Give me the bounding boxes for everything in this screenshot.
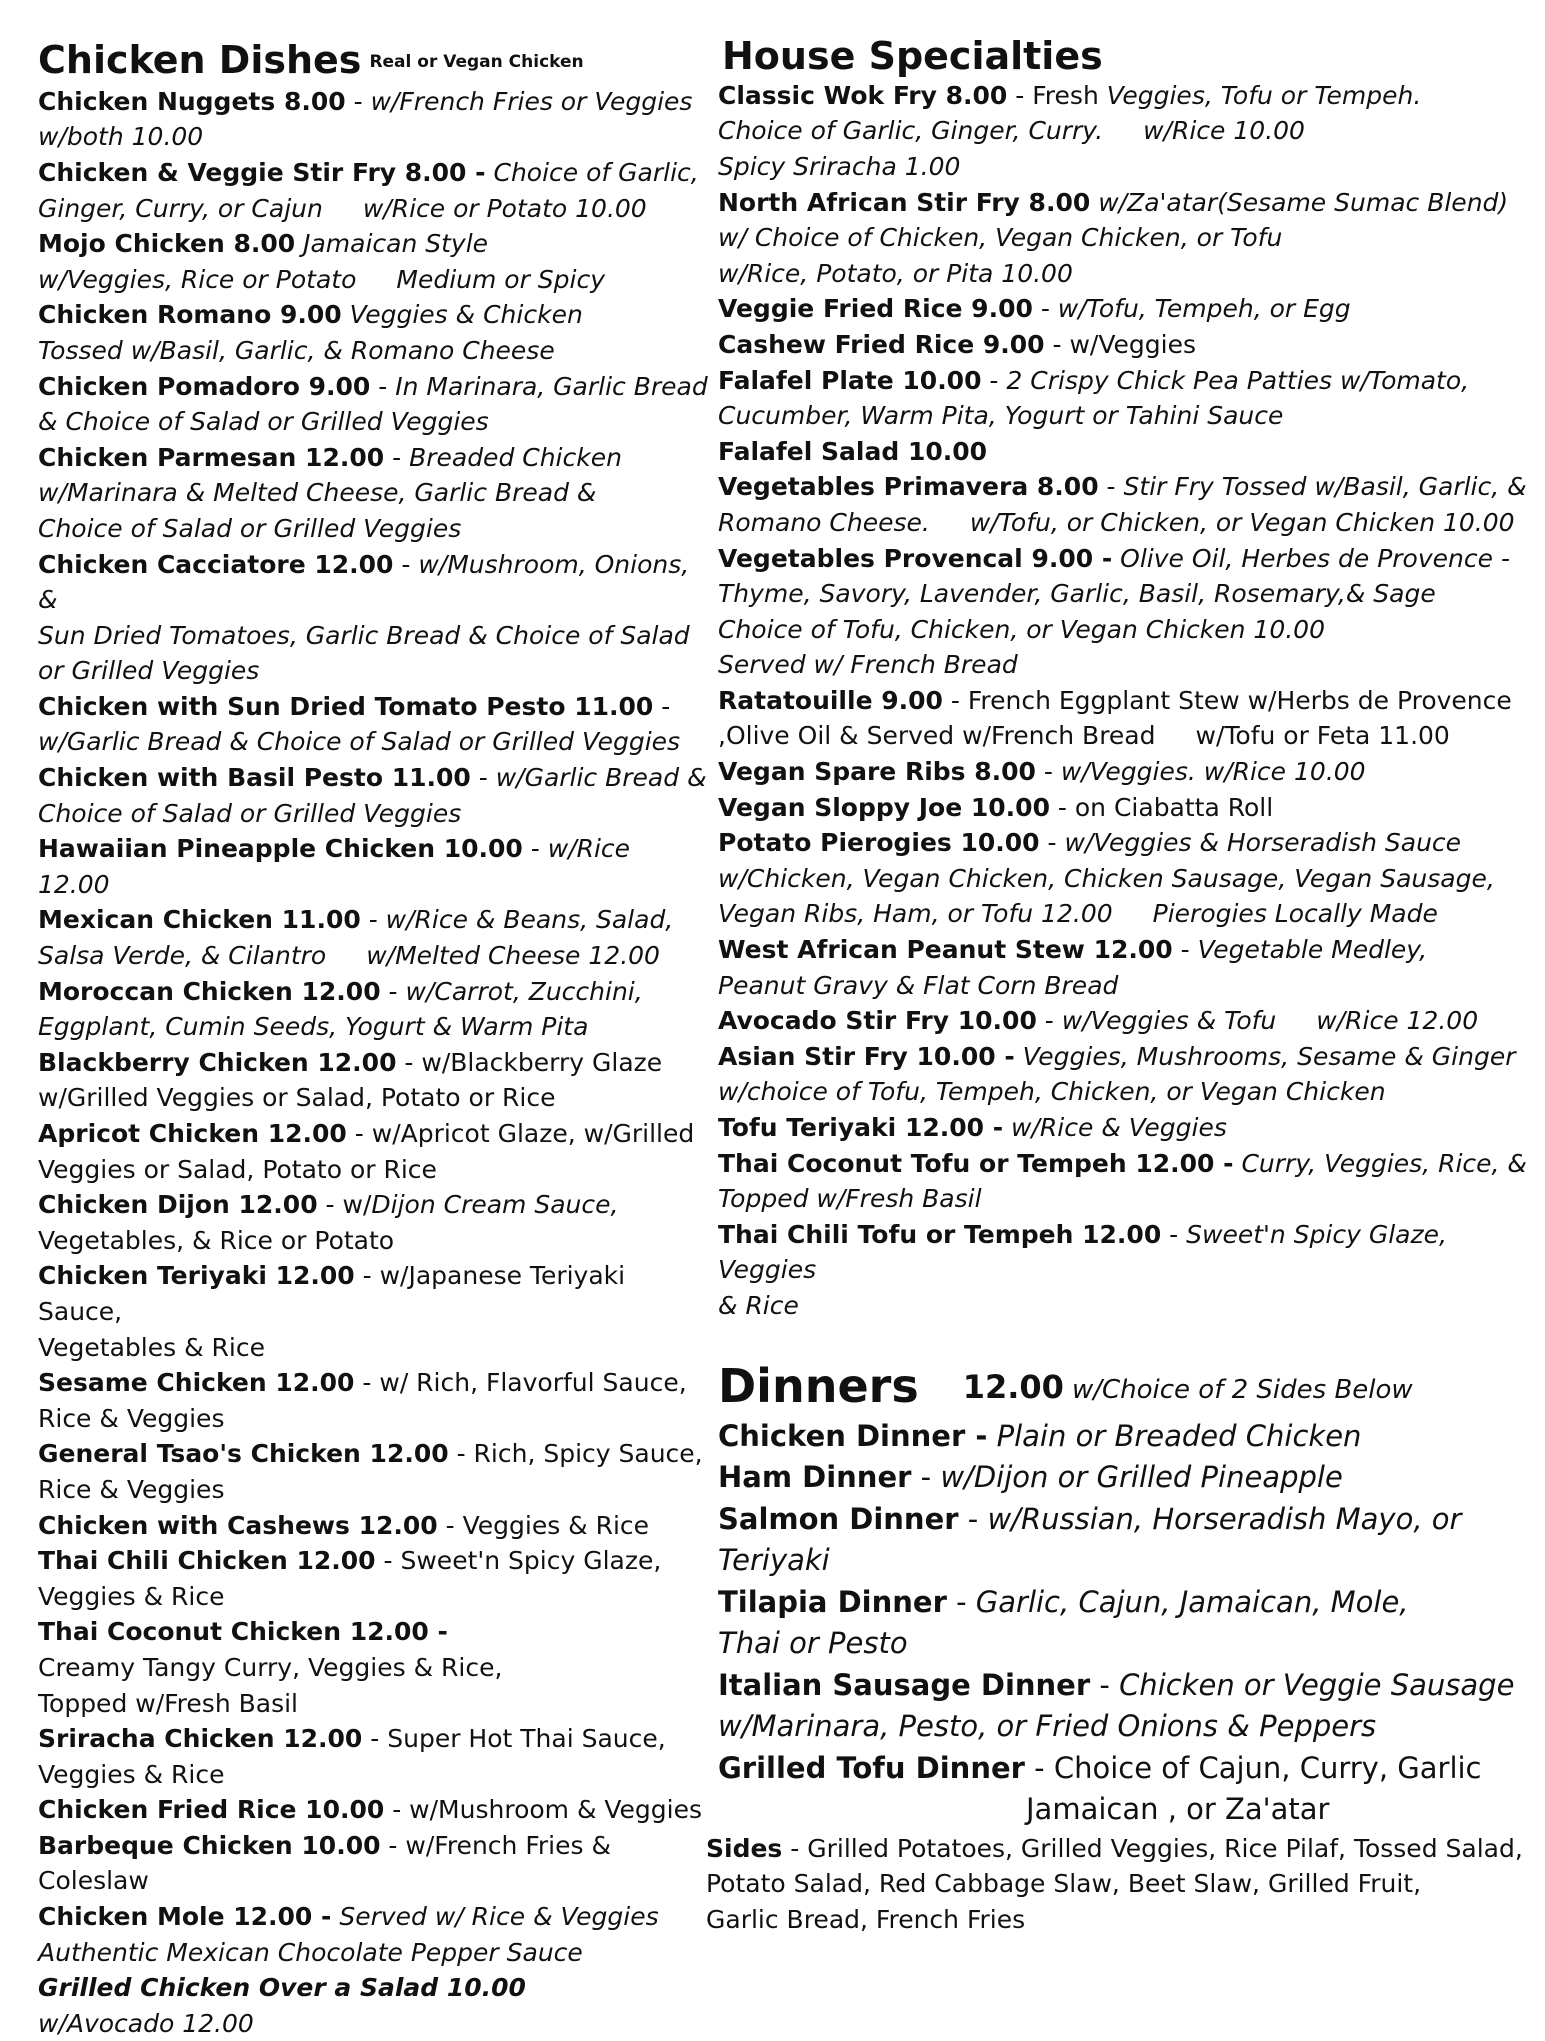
item-text: Vegan Ribs, Ham, or Tofu 12.00 bbox=[718, 899, 1113, 929]
item-name: Salmon Dinner bbox=[718, 1501, 959, 1536]
item-text: Romano Cheese. bbox=[718, 507, 930, 537]
menu-item-line bbox=[38, 1116, 708, 1152]
item-text: Pierogies Locally Made bbox=[1152, 899, 1438, 929]
menu-item-line bbox=[38, 1970, 708, 2006]
item-text: - French Eggplant Stew w/Herbs de Provence bbox=[942, 685, 1512, 715]
item-description: 2 Crispy Chick Pea Patties w/Tomato, bbox=[1006, 365, 1470, 395]
item-name: Grilled Chicken Over a Salad 10.00 bbox=[38, 1973, 526, 2003]
item-text: w/Rice 10.00 bbox=[1143, 116, 1305, 146]
item-name: Sriracha Chicken 12.00 bbox=[38, 1724, 363, 1754]
item-separator: - bbox=[653, 691, 671, 721]
menu-item-line: w/choice of Tofu, Tempeh, Chicken, or Vegan Chicken bbox=[718, 1077, 1386, 1107]
item-text: w/Tofu or Feta 11.00 bbox=[1195, 721, 1450, 751]
item-name: Blackberry Chicken 12.00 bbox=[38, 1047, 397, 1077]
item-description: w/Tofu, Tempeh, or Egg bbox=[1057, 294, 1351, 324]
item-text: - w/ bbox=[317, 1190, 372, 1220]
menu-item-line bbox=[718, 363, 1538, 399]
menu-item bbox=[38, 547, 708, 689]
menu-item-line: Sun Dried Tomatoes, Garlic Bread & Choice of Salad bbox=[38, 620, 690, 650]
chicken-items-list bbox=[38, 84, 708, 2041]
item-name: Chicken with Cashews 12.00 bbox=[38, 1510, 438, 1540]
menu-item-line bbox=[718, 113, 1538, 149]
item-separator: - bbox=[370, 371, 396, 401]
item-separator: - bbox=[946, 1584, 976, 1619]
menu-item-line bbox=[718, 1665, 1538, 1707]
menu-item bbox=[38, 226, 708, 297]
item-name: Apricot Chicken 12.00 bbox=[38, 1119, 347, 1149]
menu-item-line: & Rice bbox=[718, 1290, 799, 1320]
menu-item-line bbox=[38, 155, 708, 191]
menu-item-line: Authentic Mexican Chocolate Pepper Sauce bbox=[38, 1937, 583, 1967]
chicken-dishes-section bbox=[38, 40, 708, 2041]
item-description: Choice of Garlic, bbox=[485, 157, 699, 187]
item-name: Chicken Dinner - bbox=[718, 1418, 988, 1453]
menu-item-line: Rice & Veggies bbox=[38, 1403, 225, 1433]
section-title: Dinners bbox=[718, 1358, 919, 1413]
menu-item-line: Creamy Tangy Curry, Veggies & Rice, bbox=[38, 1652, 503, 1682]
menu-item-line bbox=[38, 191, 708, 227]
item-name: Chicken Nuggets 8.00 bbox=[38, 86, 346, 116]
item-text: Medium or Spicy bbox=[396, 264, 606, 294]
item-name: North African Stir Fry 8.00 bbox=[718, 187, 1091, 217]
menu-item bbox=[38, 1045, 708, 1116]
item-description: Curry, Veggies, Rice, & bbox=[1233, 1148, 1527, 1178]
menu-item-line bbox=[718, 1416, 1538, 1458]
item-separator: - bbox=[1035, 757, 1061, 787]
menu-item-line bbox=[38, 440, 708, 476]
menu-item bbox=[38, 760, 708, 831]
item-name: Avocado Stir Fry 10.00 bbox=[718, 1006, 1037, 1036]
item-description: w/Rice 12.00 bbox=[1316, 1006, 1479, 1036]
menu-item-line: Eggplant, Cumin Seeds, Yogurt & Warm Pita bbox=[38, 1012, 589, 1042]
item-description: Stir Fry Tossed w/Basil, Garlic, & bbox=[1123, 472, 1527, 502]
item-name: Asian Stir Fry 10.00 - bbox=[718, 1041, 1015, 1071]
sides-line: Garlic Bread, French Fries bbox=[706, 1904, 1026, 1934]
item-separator: - bbox=[1036, 1006, 1062, 1036]
dinners-heading bbox=[718, 1360, 1538, 1416]
menu-item bbox=[718, 363, 1538, 434]
item-name: Chicken Dijon 12.00 bbox=[38, 1190, 318, 1220]
item-description: w/Rice & Beans, Salad, bbox=[385, 905, 674, 935]
menu-item-line: Jamaican , or Za'atar bbox=[1026, 1792, 1330, 1827]
item-text: - w/ Rich, Flavorful Sauce, bbox=[354, 1368, 687, 1398]
menu-item-line: w/Chicken, Vegan Chicken, Chicken Sausage, Vegan Sausage, bbox=[718, 863, 1495, 893]
menu-item-line bbox=[718, 896, 1538, 932]
section-subtitle: Real or Vegan Chicken bbox=[369, 52, 584, 72]
item-text: - Choice of Cajun, Curry, Garlic bbox=[1024, 1750, 1482, 1785]
menu-item-line bbox=[718, 78, 1538, 114]
menu-item-line bbox=[38, 1045, 708, 1081]
menu-item bbox=[718, 1217, 1538, 1324]
item-description: Plain or Breaded Chicken bbox=[987, 1418, 1362, 1453]
menu-item bbox=[38, 902, 708, 973]
menu-item-line bbox=[38, 689, 708, 725]
item-name: Ratatouille 9.00 bbox=[718, 685, 943, 715]
item-description: w/Garlic Bread & bbox=[495, 763, 707, 793]
item-separator: - bbox=[1161, 1219, 1187, 1249]
menu-item-line bbox=[718, 1748, 1538, 1790]
menu-item-line bbox=[718, 291, 1538, 327]
menu-item-line bbox=[38, 1614, 708, 1650]
menu-item bbox=[718, 1003, 1538, 1039]
menu-item-line: Choice of Salad or Grilled Veggies bbox=[38, 513, 462, 543]
item-separator: - bbox=[981, 365, 1007, 395]
menu-item bbox=[38, 689, 708, 760]
item-description: Dijon Cream Sauce, bbox=[371, 1190, 619, 1220]
menu-item-line bbox=[718, 1582, 1538, 1624]
menu-item-line: w/Garlic Bread & Choice of Salad or Grilled Veggies bbox=[38, 727, 681, 757]
item-name: Mojo Chicken 8.00 bbox=[38, 229, 296, 259]
item-description: w/French Fries or Veggies bbox=[370, 86, 693, 116]
item-description: Jamaican Style bbox=[295, 229, 489, 259]
item-description: Veggies & Chicken bbox=[341, 300, 583, 330]
menu-item bbox=[38, 1258, 708, 1365]
item-name: West African Peanut Stew 12.00 bbox=[718, 935, 1173, 965]
menu-item bbox=[38, 84, 708, 155]
menu-item bbox=[718, 291, 1538, 327]
menu-item bbox=[718, 1499, 1538, 1582]
item-text: Ginger, Curry, or Cajun bbox=[38, 193, 323, 223]
menu-item bbox=[718, 1039, 1538, 1110]
item-separator: - bbox=[345, 86, 371, 116]
item-description: Breaded Chicken bbox=[409, 442, 622, 472]
item-text: - Fresh bbox=[1007, 80, 1107, 110]
item-name: Barbeque Chicken 10.00 bbox=[38, 1830, 381, 1860]
menu-item-line: Thai or Pesto bbox=[718, 1626, 908, 1661]
item-separator: - bbox=[1172, 935, 1198, 965]
item-name: Chicken Romano 9.00 bbox=[38, 300, 342, 330]
menu-item-line bbox=[38, 1543, 708, 1579]
menu-item-line: w/Rice, Potato, or Pita 10.00 bbox=[718, 258, 1073, 288]
menu-item bbox=[718, 185, 1538, 292]
item-name: Vegetables Provencal 9.00 - bbox=[718, 543, 1113, 573]
menu-item-line bbox=[718, 1217, 1538, 1288]
menu-item-line bbox=[38, 1792, 708, 1828]
item-description: w/Za'atar(Sesame Sumac Blend) bbox=[1090, 187, 1509, 217]
dinners-price: 12.00 bbox=[962, 1367, 1064, 1406]
menu-item-line: Tossed w/Basil, Garlic, & Romano Cheese bbox=[38, 335, 555, 365]
menu-item-line bbox=[38, 760, 708, 796]
menu-item-line bbox=[38, 1899, 708, 1935]
menu-item bbox=[718, 1146, 1538, 1217]
menu-item-line bbox=[718, 1146, 1538, 1182]
menu-item bbox=[38, 1508, 708, 1544]
item-text: - w/French Fries & bbox=[380, 1830, 611, 1860]
item-description: Chicken or Veggie Sausage bbox=[1119, 1667, 1515, 1702]
item-name: Potato Pierogies 10.00 bbox=[718, 828, 1040, 858]
item-text: w/Veggies, Rice or Potato bbox=[38, 264, 357, 294]
item-separator: - bbox=[393, 549, 419, 579]
section-title: Chicken Dishes bbox=[38, 38, 362, 82]
menu-item bbox=[718, 1457, 1538, 1499]
item-description: Sweet'n Spicy Glaze, Veggies bbox=[718, 1219, 1447, 1285]
item-name: Falafel Salad 10.00 bbox=[718, 436, 988, 466]
item-name: General Tsao's Chicken 12.00 bbox=[38, 1439, 449, 1469]
menu-item bbox=[718, 1416, 1538, 1458]
house-specialties-heading: House Specialties bbox=[722, 34, 1103, 78]
item-separator: - bbox=[1098, 472, 1124, 502]
item-name: Chicken with Sun Dried Tomato Pesto 11.00 bbox=[38, 691, 654, 721]
item-separator: - bbox=[380, 976, 406, 1006]
menu-item-line bbox=[718, 469, 1538, 505]
item-description: Veggies, Tofu or Tempeh. bbox=[1106, 80, 1422, 110]
item-text: - w/Mushroom & Veggies bbox=[384, 1795, 703, 1825]
menu-item bbox=[38, 1721, 708, 1792]
item-text: - w/Blackberry Glaze bbox=[396, 1047, 663, 1077]
item-description: w/Veggies. w/Rice 10.00 bbox=[1060, 757, 1366, 787]
menu-item bbox=[718, 434, 1538, 470]
item-name: Tofu Teriyaki 12.00 - bbox=[718, 1113, 1004, 1143]
item-description: w/Carrot, Zucchini, bbox=[405, 976, 643, 1006]
item-text: w/Melted Cheese 12.00 bbox=[366, 941, 660, 971]
dinners-note: w/Choice of 2 Sides Below bbox=[1071, 1374, 1413, 1405]
menu-item-line bbox=[38, 1436, 708, 1472]
menu-item-line bbox=[38, 831, 708, 902]
item-separator: - bbox=[958, 1501, 988, 1536]
menu-item-line bbox=[718, 754, 1538, 790]
menu-item-line bbox=[38, 1258, 708, 1329]
menu-item bbox=[718, 754, 1538, 790]
menu-item-line: Teriyaki bbox=[718, 1543, 830, 1578]
menu-item-line bbox=[718, 1110, 1538, 1146]
item-name: Mexican Chicken 11.00 bbox=[38, 905, 361, 935]
menu-item bbox=[718, 469, 1538, 540]
item-name: Cashew Fried Rice 9.00 bbox=[718, 329, 1045, 359]
menu-item bbox=[38, 1614, 708, 1721]
item-description: Garlic, Cajun, Jamaican, Mole, bbox=[975, 1584, 1409, 1619]
item-separator: - bbox=[1032, 294, 1058, 324]
item-separator: - bbox=[1090, 1667, 1120, 1702]
menu-item-line: Rice & Veggies bbox=[38, 1474, 225, 1504]
item-description: Olive Oil, Herbes de Provence - bbox=[1112, 543, 1510, 573]
menu-item-line bbox=[718, 327, 1538, 363]
item-name: Vegan Spare Ribs 8.00 bbox=[718, 757, 1036, 787]
menu-item bbox=[38, 1899, 708, 1970]
menu-item-line bbox=[38, 262, 708, 298]
menu-item-line bbox=[718, 790, 1538, 826]
item-separator: - bbox=[470, 763, 496, 793]
right-column bbox=[706, 34, 1538, 1937]
menu-item-line: w/Grilled Veggies or Salad, Potato or Rice bbox=[38, 1083, 556, 1113]
menu-item-line bbox=[38, 1187, 708, 1223]
menu-item bbox=[718, 1748, 1538, 1831]
menu-item bbox=[718, 683, 1538, 754]
menu-item-line: Spicy Sriracha 1.00 bbox=[718, 151, 961, 181]
menu-item bbox=[38, 1792, 708, 1828]
menu-item-line bbox=[718, 1457, 1538, 1499]
menu-item bbox=[718, 825, 1538, 932]
item-description: Vegetable Medley, bbox=[1197, 935, 1428, 965]
item-name: Sesame Chicken 12.00 bbox=[38, 1368, 355, 1398]
menu-item-line: Thyme, Savory, Lavender, Garlic, Basil, Rosemary,& Sage bbox=[718, 579, 1436, 609]
menu-item-line bbox=[38, 1828, 708, 1864]
item-name: Thai Coconut Chicken 12.00 - bbox=[38, 1617, 448, 1647]
sides-line: - Grilled Potatoes, Grilled Veggies, Rice Pilaf, Tossed Salad, bbox=[782, 1833, 1523, 1863]
item-name: Vegetables Primavera 8.00 bbox=[718, 472, 1099, 502]
menu-item bbox=[38, 1436, 708, 1507]
item-name: Chicken with Basil Pesto 11.00 bbox=[38, 763, 471, 793]
item-text: - Sweet'n Spicy Glaze, bbox=[375, 1546, 662, 1576]
menu-item bbox=[718, 78, 1538, 185]
menu-item bbox=[38, 1187, 708, 1258]
menu-item-line bbox=[38, 369, 708, 405]
menu-item-line bbox=[38, 547, 708, 618]
menu-item bbox=[38, 1828, 708, 1899]
menu-item bbox=[38, 440, 708, 547]
item-name: Thai Chili Chicken 12.00 bbox=[38, 1546, 376, 1576]
menu-item bbox=[718, 1110, 1538, 1146]
menu-item bbox=[38, 369, 708, 440]
menu-item-line bbox=[38, 1365, 708, 1401]
item-description: w/Rice & Veggies bbox=[1003, 1113, 1227, 1143]
menu-item-line: w/Marinara, Pesto, or Fried Onions & Peppers bbox=[718, 1709, 1377, 1744]
item-name: Classic Wok Fry 8.00 bbox=[718, 80, 1008, 110]
menu-item-line: & Choice of Salad or Grilled Veggies bbox=[38, 407, 489, 437]
item-description: w/Dijon or Grilled Pineapple bbox=[940, 1460, 1343, 1495]
item-text: Salsa Verde, & Cilantro bbox=[38, 941, 327, 971]
menu-item-line: Veggies or Salad, Potato or Rice bbox=[38, 1154, 437, 1184]
menu-item-line: Topped w/Fresh Basil bbox=[38, 1688, 298, 1718]
menu-item-line bbox=[38, 226, 708, 262]
menu-item bbox=[718, 327, 1538, 363]
item-name: Chicken Mole 12.00 - bbox=[38, 1902, 332, 1932]
item-name: Hawaiian Pineapple Chicken 10.00 bbox=[38, 834, 523, 864]
menu-item bbox=[38, 1970, 708, 2041]
item-name: Chicken & Veggie Stir Fry 8.00 - bbox=[38, 157, 486, 187]
item-description: Served w/ Rice & Veggies bbox=[331, 1902, 659, 1932]
menu-item-line bbox=[718, 825, 1538, 861]
item-description: In Marinara, Garlic Bread bbox=[395, 371, 708, 401]
menu-item-line: Coleslaw bbox=[38, 1866, 149, 1896]
menu-item-line: w/Marinara & Melted Cheese, Garlic Bread & bbox=[38, 478, 597, 508]
item-text: Choice of Garlic, Ginger, Curry. bbox=[718, 116, 1104, 146]
item-separator: - bbox=[911, 1460, 941, 1495]
menu-item bbox=[38, 297, 708, 368]
menu-item-line: w/Avocado 12.00 bbox=[38, 2008, 254, 2038]
item-text: w/Rice or Potato 10.00 bbox=[362, 193, 647, 223]
sides-line: Potato Salad, Red Cabbage Slaw, Beet Slaw, Grilled Fruit, bbox=[706, 1869, 1422, 1899]
item-text: - w/Japanese Teriyaki Sauce, bbox=[38, 1261, 626, 1326]
menu-item-line bbox=[38, 902, 708, 938]
menu-item-line bbox=[718, 434, 1538, 470]
item-text: - w/Apricot Glaze, w/Grilled bbox=[346, 1119, 695, 1149]
menu-item bbox=[38, 1116, 708, 1187]
item-description: w/Mushroom, Onions, & bbox=[38, 549, 690, 615]
item-name: Chicken Parmesan 12.00 bbox=[38, 442, 385, 472]
menu-item-line bbox=[718, 718, 1538, 754]
menu-item-line: Peanut Gravy & Flat Corn Bread bbox=[718, 970, 1119, 1000]
item-description: w/Russian, Horseradish Mayo, or bbox=[987, 1501, 1462, 1536]
menu-item-line bbox=[38, 1721, 708, 1757]
menu-item-line: w/both 10.00 bbox=[38, 122, 204, 152]
item-text: - Veggies & Rice bbox=[437, 1510, 650, 1540]
item-name: Vegan Sloppy Joe 10.00 bbox=[718, 792, 1050, 822]
menu-item bbox=[38, 1365, 708, 1436]
menu-item-line: or Grilled Veggies bbox=[38, 656, 260, 686]
item-text: - Rich, Spicy Sauce, bbox=[448, 1439, 703, 1469]
menu-item-line bbox=[718, 932, 1538, 968]
item-separator: - bbox=[522, 834, 548, 864]
menu-item-line bbox=[38, 1508, 708, 1544]
item-name: Thai Chili Tofu or Tempeh 12.00 bbox=[718, 1219, 1162, 1249]
item-separator: - bbox=[384, 442, 410, 472]
item-description: w/Rice 12.00 bbox=[38, 834, 631, 899]
item-text: - w/Veggies bbox=[1044, 329, 1196, 359]
item-name: Chicken Cacciatore 12.00 bbox=[38, 549, 394, 579]
item-separator: - bbox=[360, 905, 386, 935]
item-text: - Super Hot Thai Sauce, bbox=[362, 1724, 666, 1754]
menu-item bbox=[38, 831, 708, 902]
menu-item-line: Served w/ French Bread bbox=[718, 650, 1018, 680]
menu-item-line bbox=[718, 185, 1538, 221]
menu-item-line bbox=[718, 505, 1538, 541]
house-items-list bbox=[718, 78, 1538, 1324]
sides-block bbox=[706, 1831, 1538, 1938]
item-name: Italian Sausage Dinner bbox=[718, 1667, 1091, 1702]
menu-item-line: Veggies & Rice bbox=[38, 1581, 225, 1611]
item-name: Thai Coconut Tofu or Tempeh 12.00 - bbox=[718, 1148, 1234, 1178]
menu-item-line bbox=[718, 683, 1538, 719]
menu-item-line: Vegetables, & Rice or Potato bbox=[38, 1225, 395, 1255]
item-description: w/Veggies & Horseradish Sauce bbox=[1064, 828, 1462, 858]
menu-item bbox=[718, 1665, 1538, 1748]
item-separator: - bbox=[1039, 828, 1065, 858]
dinner-items-list bbox=[718, 1416, 1538, 1831]
item-name: Veggie Fried Rice 9.00 bbox=[718, 294, 1033, 324]
item-name: Ham Dinner bbox=[718, 1460, 912, 1495]
menu-item bbox=[718, 541, 1538, 683]
item-name: Chicken Pomadoro 9.00 bbox=[38, 371, 371, 401]
menu-item bbox=[38, 155, 708, 226]
menu-item-line bbox=[718, 1003, 1538, 1039]
item-name: Moroccan Chicken 12.00 bbox=[38, 976, 381, 1006]
menu-item-line bbox=[718, 541, 1538, 577]
item-text: w/Tofu, or Chicken, or Vegan Chicken 10.00 bbox=[969, 507, 1515, 537]
menu-item-line: Topped w/Fresh Basil bbox=[718, 1184, 982, 1214]
menu-item bbox=[718, 790, 1538, 826]
item-name: Chicken Teriyaki 12.00 bbox=[38, 1261, 355, 1291]
menu-item-line bbox=[38, 938, 708, 974]
menu-item-line bbox=[38, 84, 708, 120]
menu-item bbox=[718, 932, 1538, 1003]
menu-item-line: Veggies & Rice bbox=[38, 1759, 225, 1789]
item-description: w/Veggies & Tofu bbox=[1061, 1006, 1277, 1036]
chicken-dishes-heading bbox=[38, 40, 708, 82]
menu-item bbox=[718, 1582, 1538, 1665]
menu-item-line: Vegetables & Rice bbox=[38, 1332, 265, 1362]
item-text: - on Ciabatta Roll bbox=[1049, 792, 1274, 822]
item-name: Grilled Tofu Dinner bbox=[718, 1750, 1025, 1785]
menu-item-line: Choice of Salad or Grilled Veggies bbox=[38, 798, 462, 828]
menu-item bbox=[38, 1543, 708, 1614]
item-name: Tilapia Dinner bbox=[718, 1584, 947, 1619]
menu-item-line bbox=[38, 974, 708, 1010]
menu-item-line bbox=[718, 1039, 1538, 1075]
menu-item-line: Cucumber, Warm Pita, Yogurt or Tahini Sauce bbox=[718, 401, 1284, 431]
menu-item-line: Choice of Tofu, Chicken, or Vegan Chicken 10.00 bbox=[718, 614, 1325, 644]
menu-item-line: w/ Choice of Chicken, Vegan Chicken, or Tofu bbox=[718, 223, 1283, 253]
item-name: Chicken Fried Rice 10.00 bbox=[38, 1795, 385, 1825]
item-text: ,Olive Oil & Served w/French Bread bbox=[718, 721, 1156, 751]
menu-item-line bbox=[38, 297, 708, 333]
sides-label: Sides bbox=[706, 1833, 783, 1863]
item-description: Veggies, Mushrooms, Sesame & Ginger bbox=[1014, 1041, 1516, 1071]
menu-item bbox=[38, 974, 708, 1045]
item-name: Falafel Plate 10.00 bbox=[718, 365, 982, 395]
menu-item-line bbox=[718, 1499, 1538, 1541]
